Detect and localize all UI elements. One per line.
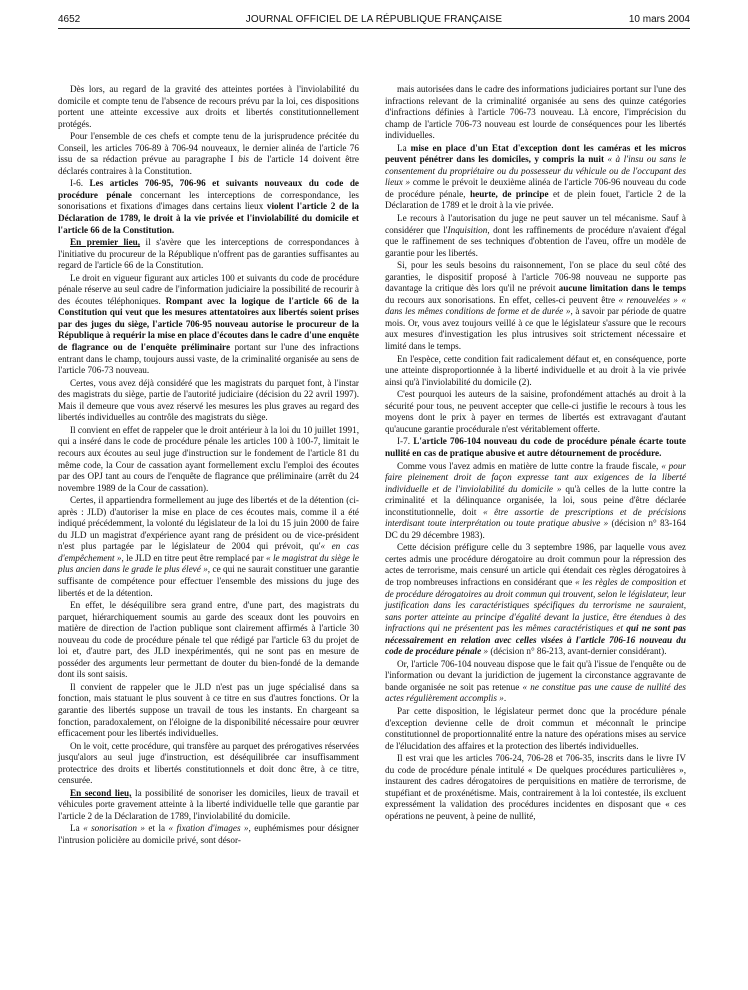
text-run: Il est vrai que les articles 706-24, 706-28 et 706-35, inscrits dans le livre IV du code de procédure pénale intitulé « De quelques procédures particulières », instaurent des cadres dérogatoires de perquisitions en matière de terrorisme, de stupéfiant et de proxénétisme. Mais, contrairement à la loi contestée, ils excluent expressément la validation des procédures incidentes en disposant que « ces opérations ne peuvent, à peine de nullité, xyxy=(385,753,686,821)
text-run: comme le prévoit le deuxième alinéa de l'article 706-96 nouveau du code de procédure pénale, xyxy=(385,177,686,199)
paragraph xyxy=(385,260,686,352)
text-run: En l'espèce, cette condition fait radicalement défaut et, en conséquence, porte une atteinte disproportionnée à la liberté individuelle et au droit à la vie privée ainsi qu'à l'inviolabilité du domicile (2). xyxy=(385,353,686,387)
text-run: aucune limitation dans le temps xyxy=(558,283,686,294)
paragraph xyxy=(58,495,359,599)
paragraph xyxy=(58,823,359,846)
paragraph xyxy=(58,178,359,236)
text-run: mais autorisées dans le cadre des informations judiciaires portant sur l'une des infractions relevant de la criminalité organisée au sens des quinze catégories d'infractions définies à l'article 706-73 nouveau. Là encore, l'imprécision du champ de l'article 706-73 nouveau est lourde de conséquences pour les libertés individuelles. xyxy=(385,84,686,141)
text-run: portant sur l'une des infractions entrant dans le champ, toujours aussi vaste, de la criminalité organisée au sens de l'article 706-73 nouveau. xyxy=(58,342,359,376)
text-run: « être assortie de prescriptions et de précisions interdisant toute interprétation ou toute pratique abusive » xyxy=(385,506,686,529)
paragraph xyxy=(385,461,686,542)
text-run: En second lieu, xyxy=(70,787,132,798)
text-run: , dont les raffinements de procédure n'avaient d'égal que le raffinement de ses techniques d'obtention de l'aveu, offre un modèle de garantie pour les libertés. xyxy=(385,224,686,258)
paragraph xyxy=(58,237,359,272)
text-run: , euphémismes pour désigner l'intrusion policière au domicile privé, sont désor- xyxy=(58,823,359,845)
paragraph xyxy=(58,788,359,823)
text-run: « les règles de composition et de procédure dérogatoires au droit commun qui trouvent, selon le législateur, leur justification dans les caractéristiques spécifiques du terrorisme ne sauraient, sans porter atteinte au principe d'égalité devant la justice, être étendues à des infractions qui ne présentent pas les mêmes caractéristiques et xyxy=(385,576,686,634)
text-run: la possibilité de sonoriser les domiciles, lieux de travail et véhicules porte gravement atteinte à la liberté individuelle telle que garantie par l'article 2 de la Déclaration de 1789, l'inviolabilité du domicile. xyxy=(58,787,360,821)
text-run: du recours aux sonorisations. En effet, celles-ci peuvent être xyxy=(385,294,619,305)
text-run: Certes, il appartiendra formellement au juge des libertés et de la détention (ci-après : JLD) d'autoriser la mise en place de ces écoutes mais, comme il a été indiqué précédemment, la volonté du législateur de la loi du 15 juin 2000 de faire du JLD un magistrat d'expérience ayant rang de président ou de vice-président n'est plus partagée par le législateur de 2004 qui prévoit, qu' xyxy=(58,495,359,552)
text-run: » xyxy=(481,646,489,657)
right-column xyxy=(385,84,686,823)
text-run: C'est pourquoi les auteurs de la saisine, profondément attachés au droit à la sécurité pour tous, ne peuvent accepter que celle-ci justifie le recours à tous les moyens dont le prix à payer en termes de libertés est extravagant d'autant qu'aucune garantie procédurale n'est véritablement offerte. xyxy=(385,389,686,434)
text-run: qui ne sont pas nécessairement en relation avec celles visées à l'article 706-16 nouveau du code de procédure pénale xyxy=(385,623,686,657)
text-run: . xyxy=(503,693,507,704)
text-run: qu'à celles de la lutte contre la criminalité et la délinquance organisée, la loi, sous peine d'être déclarée inconstitutionnelle, doit xyxy=(385,483,686,517)
text-run: Il convient en effet de rappeler que le droit antérieur à la loi du 10 juillet 1991, qui a inséré dans le code de procédure pénale les articles 100 à 100-7, limitait le recours aux écoutes au seul juge d'instruction sur le fondement de l'article 81 du même code, la Cour de cassation ayant formellement exclu l'emploi des écoutes par des OPJ tant au cours de l'enquête de flagrance que préliminaire (arrêt du 24 novembre 1989 de la Cour de cassation). xyxy=(58,424,359,493)
text-run: « ne constitue pas une cause de nullité des actes régulièrement accomplis » xyxy=(385,681,686,704)
paragraph xyxy=(385,84,686,142)
page-header xyxy=(58,14,690,28)
header-rule xyxy=(58,28,690,29)
paragraph xyxy=(58,84,359,130)
text-run: violent l'article 2 de la Déclaration de 1789, le droit à la vie privée et l'inviolabilité du domicile et l'article 66 de la Constitution. xyxy=(58,201,359,235)
text-run: et la xyxy=(145,823,169,834)
text-run: Dès lors, au regard de la gravité des atteintes portées à l'inviolabilité du domicile et compte tenu de l'absence de recours prévu par la loi, ces dispositions portent une atteinte excessive aux droits et libertés constitutionnellement protégés. xyxy=(58,84,359,129)
page-number: 4652 xyxy=(58,14,81,25)
text-run: de l'article 14 doivent être déclarés contraires à la Constitution. xyxy=(58,154,359,176)
paragraph xyxy=(58,600,359,681)
text-run: En effet, le déséquilibre sera grand entre, d'une part, des magistrats du parquet, hiérarchiquement soumis au garde des sceaux dont les pouvoirs en matière de direction de l'action publique sont clairement affirmés à l'article 30 nouveau du code de procédure pénale tel que rédigé par l'article 63 du projet de loi et, d'autre part, des JLD inexpérimentés, qui ne sont pas en mesure de posséder des arguments leur permettant de douter du bien-fondé de la demande dont ils sont saisis. xyxy=(58,600,359,680)
text-run: « pour faire pleinement droit de façon expresse tant aux exigences de la liberté individuelle et de l'inviolabilité du domicile » xyxy=(385,460,687,494)
text-run: « dans les mêmes conditions de forme et de durée » xyxy=(385,294,686,317)
paragraph xyxy=(58,682,359,740)
paragraph xyxy=(385,706,686,752)
paragraph xyxy=(385,354,686,389)
text-run: « fixation d'images » xyxy=(168,823,249,834)
text-run: Pour l'ensemble de ces chefs et compte tenu de la jurisprudence précitée du Conseil, les articles 706-89 à 706-94 nouveaux, le dernier alinéa de l'article 76 issu de sa rédaction prévue au paragraphe I xyxy=(58,131,359,165)
text-run: Si, pour les seuls besoins du raisonnement, l'on se place du seul côté des garanties, le dispositif proposé à l'article 706-98 nouveau ne supporte pas davantage la critique dès lors qu'il ne prévoit xyxy=(385,260,686,294)
text-run: concernant les interceptions de correspondance, les sonorisations et fixations d'images dans certains lieux xyxy=(58,189,359,212)
text-run: On le voit, cette procédure, qui transfère au parquet des prérogatives réservées jusqu'alors au seul juge d'instruction, est déséquilibrée car insuffisamment protectrice des droits et libertés constitutionnels et doit donc être, à ce titre, censurée. xyxy=(58,740,359,786)
text-run: Les articles 706-95, 706-96 et suivants nouveaux du code de procédure pénale xyxy=(58,178,360,200)
text-run: (décision n° 86-213, avant-dernier considérant). xyxy=(488,646,667,657)
paragraph xyxy=(58,425,359,494)
paragraph xyxy=(385,436,686,459)
paragraph xyxy=(385,143,686,212)
paragraph xyxy=(58,741,359,787)
paragraph xyxy=(58,273,359,377)
text-run: I-6. xyxy=(70,178,90,189)
paragraph xyxy=(58,131,359,177)
paragraph xyxy=(385,753,686,822)
text-run: La xyxy=(397,142,411,153)
text-run: I-7. xyxy=(397,436,414,447)
text-run: , le JLD en titre peut être remplacé par xyxy=(121,552,267,563)
text-run: Il convient de rappeler que le JLD n'est pas un juge spécialisé dans sa fonction, mais statuant le plus souvent à ce titre en sus d'autres fonctions. Or la garantie des libertés suppose un travail de tous les instants. En chargeant sa fonction, paradoxalement, on l'éloigne de la disponibilité nécessaire pour œuvrer efficacement pour les libertés individuelles. xyxy=(58,681,359,739)
text-run: Le droit en vigueur figurant aux articles 100 et suivants du code de procédure pénale réserve au seul cadre de l'information judiciaire la possibilité de recourir à des écoutes téléphoniques. xyxy=(58,272,359,306)
text-run: Par cette disposition, le législateur permet donc que la procédure pénale d'exception devienne celle de droit commun et méconnaît le principe constitutionnel de proportionnalité entre la nature des opérations mises au service de l'élucidation des affaires et la protection des libertés individuelles. xyxy=(385,705,686,751)
text-run: Cette décision préfigure celle du 3 septembre 1986, par laquelle vous avez certes admis une procédure dérogatoire au droit commun pour la répression des actes de terrorisme, mais censuré un article qui étendait ces règles dérogatoires à de trop nombreuses infractions en considérant que xyxy=(385,542,686,587)
journal-title: JOURNAL OFFICIEL DE LA RÉPUBLIQUE FRANÇAISE xyxy=(245,14,503,25)
text-run: bis xyxy=(238,154,249,165)
text-run: Comme vous l'avez admis en matière de lutte contre la fraude fiscale, xyxy=(397,460,662,471)
text-run: mise en place d'un Etat d'exception dont les caméras et les micros peuvent pénétrer dans les domiciles, y compris la nuit xyxy=(385,142,686,165)
text-run: il s'avère que les interceptions de correspondances à l'initiative du procureur de la République n'offrent pas de garanties suffisantes au regard de l'article 66 de la Constitution. xyxy=(58,237,359,271)
text-run: , à savoir par période de quatre mois. Or, vous avez toujours veillé à ce que le législateur s'assure que le recours aux mesures d'investigation les plus intrusives soit strictement nécessaire et limité dans le temps. xyxy=(385,306,686,352)
text-run: « sonorisation » xyxy=(83,823,146,834)
text-run: Inquisition xyxy=(447,224,488,235)
text-run: « le magistrat du siège le plus ancien dans le grade le plus élevé » xyxy=(58,552,359,575)
text-run: , ce qui ne saurait constituer une garantie suffisante de compétence pour effectuer l'ensemble des missions du juge des libertés et de la détention. xyxy=(58,564,359,598)
paragraph xyxy=(385,389,686,435)
text-run: En premier lieu, xyxy=(70,237,141,248)
text-run: L'article 706-104 nouveau du code de procédure pénale écarte toute nullité en cas de pratique abusive et autre détournement de procédure. xyxy=(385,436,686,458)
text-run: « à l'insu ou sans le consentement du propriétaire ou du possesseur du véhicule ou de l'occupant des lieux » xyxy=(385,154,686,188)
text-run: heurte, de principe xyxy=(470,188,549,199)
text-run: « en cas d'empêchement » xyxy=(58,541,359,563)
issue-date: 10 mars 2004 xyxy=(628,14,690,25)
text-run: « renouvelées » xyxy=(618,294,678,305)
text-run: La xyxy=(70,823,84,834)
left-column xyxy=(58,84,359,848)
text-run: Rompant avec la logique de l'article 66 de la Constitution qui veut que les mesures attentatoires aux libertés soient prises par des juges du siège, l'article 706-95 nouveau autorise le procureur de la République à requérir la mise en place d'écoutes dans le cadre d'une enquête de flagrance ou de l'enquête préliminaire xyxy=(58,295,359,353)
paragraph xyxy=(385,542,686,657)
text-run: Or, l'article 706-104 nouveau dispose que le fait qu'à l'issue de l'enquête ou de l'information ou devant la juridiction de jugement la circonstance aggravante de bande organisée ne soit pas retenue xyxy=(385,658,686,692)
text-run: Certes, vous avez déjà considéré que les magistrats du parquet font, à l'instar des magistrats du siège, partie de l'autorité judiciaire (décision du 22 avril 1997). Mais il demeure que vous avez réservé les mesures les plus graves au regard des libertés individuelles au contrôle des magistrats du siège. xyxy=(58,377,359,423)
paragraph xyxy=(385,213,686,259)
text-run: Le recours à l'autorisation du juge ne peut sauver un tel mécanisme. Sauf à considérer que l' xyxy=(385,213,686,235)
paragraph xyxy=(385,659,686,705)
paragraph xyxy=(58,378,359,424)
text-run: (décision n° 83-164 DC du 29 décembre 1983). xyxy=(385,518,686,540)
text-run: et de plein fouet, l'article 2 de la Déclaration de 1789 et le droit à la vie privée. xyxy=(385,188,687,211)
